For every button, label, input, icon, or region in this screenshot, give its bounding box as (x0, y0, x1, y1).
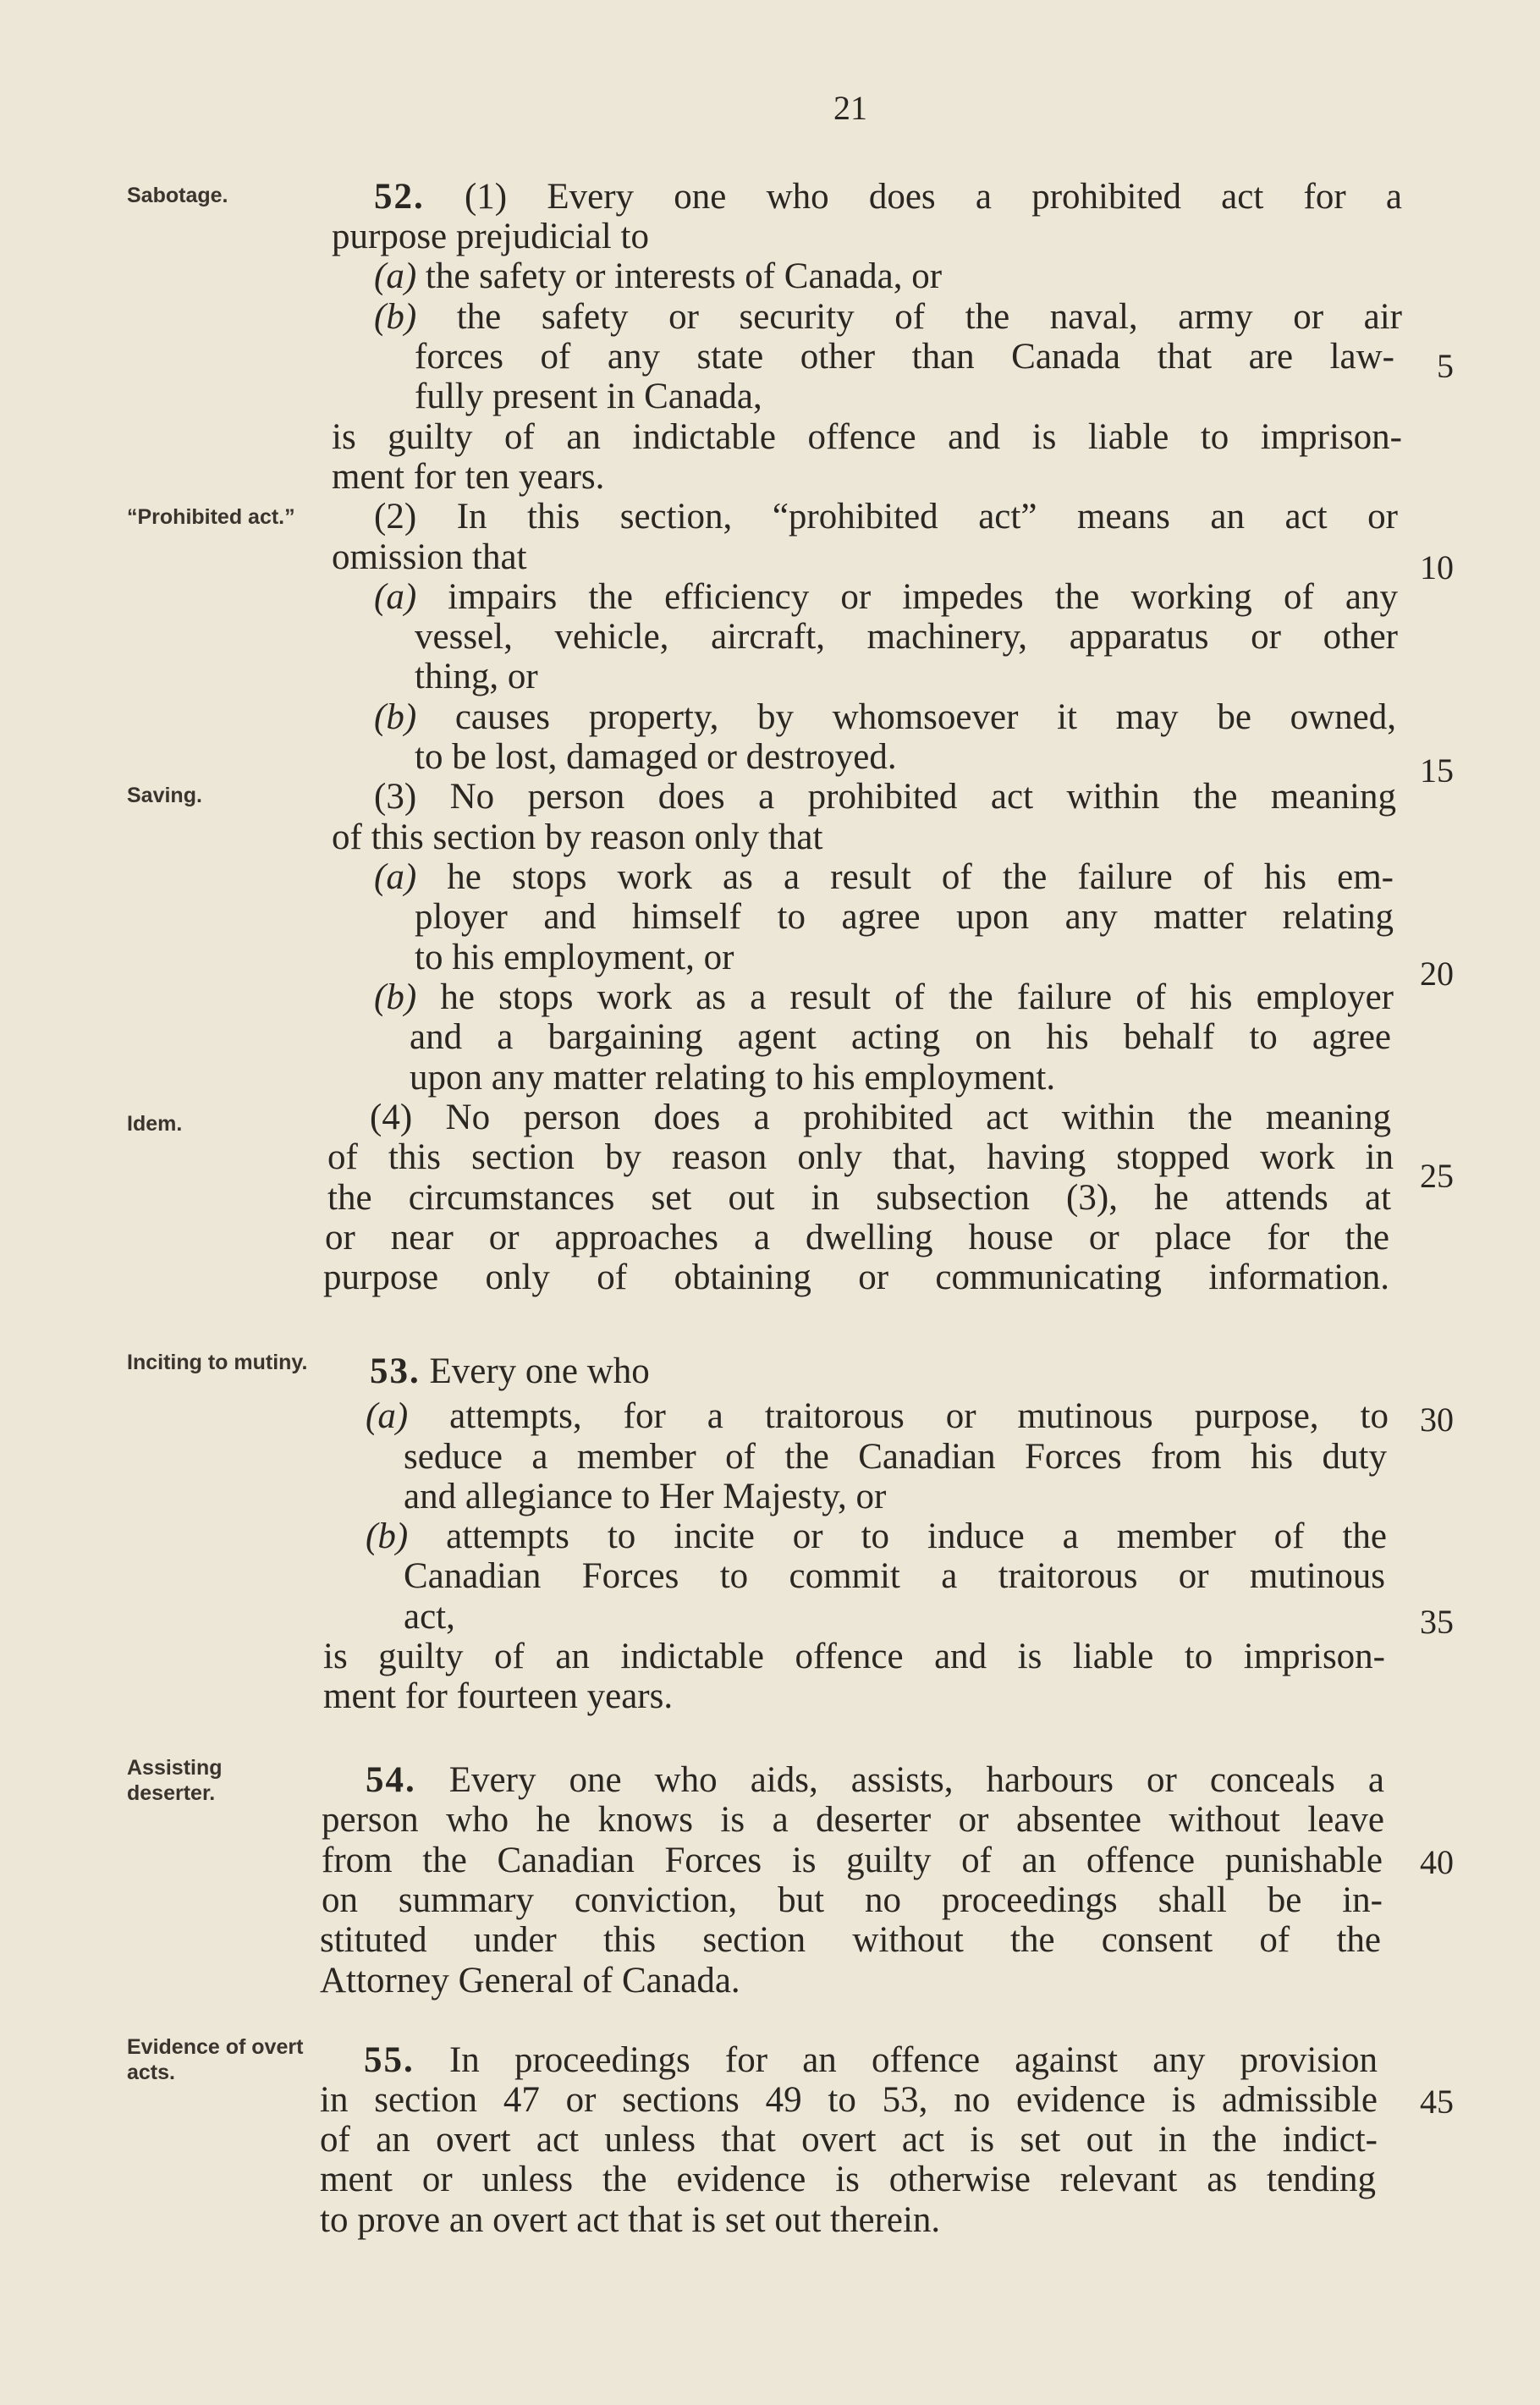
text-line: purpose only of obtaining or communicating information. (323, 1258, 1389, 1297)
line-number: 20 (1420, 955, 1454, 993)
clause-label: (b) (374, 297, 417, 337)
text-line: (3) No person does a prohibited act within the meaning (374, 777, 1396, 817)
text-line: person who he knows is a deserter or absentee without leave (322, 1800, 1384, 1840)
text-line: 53. Every one who (370, 1351, 650, 1391)
text-line: (a) the safety or interests of Canada, or (374, 256, 943, 296)
text-line: or near or approaches a dwelling house or place for the (325, 1218, 1389, 1258)
text-line: on summary conviction, but no proceedings shall be in- (322, 1880, 1383, 1920)
text-line: stituted under this section without the consent of the (320, 1920, 1381, 1960)
text-line: act, (404, 1597, 455, 1637)
margin-note-idem: Idem. (127, 1112, 183, 1136)
line-number: 10 (1420, 548, 1454, 586)
section-number: 53. (370, 1351, 421, 1391)
clause-label: (a) (366, 1396, 409, 1436)
text-line: upon any matter relating to his employment. (410, 1058, 1056, 1098)
line-number: 25 (1420, 1157, 1454, 1195)
text-line: ment for ten years. (332, 457, 605, 497)
text-line: to be lost, damaged or destroyed. (415, 737, 897, 777)
text-line: and a bargaining agent acting on his behalf to agree (410, 1017, 1391, 1057)
text-line: 54. Every one who aids, assists, harbours or conceals a (366, 1760, 1384, 1800)
text-line: (a) attempts, for a traitorous or mutinous purpose, to (366, 1396, 1389, 1436)
text-line: 55. In proceedings for an offence against any provision (364, 2040, 1378, 2080)
page-number: 21 (833, 89, 867, 127)
line-number: 40 (1420, 1843, 1454, 1881)
margin-note-prohibited-act: “Prohibited act.” (127, 505, 295, 529)
text-line: from the Canadian Forces is guilty of an offence punishable (322, 1841, 1383, 1880)
text-line: (a) impairs the efficiency or impedes the working of any (374, 577, 1398, 617)
text-line: to prove an overt act that is set out therein. (320, 2200, 941, 2240)
margin-note-evidence-of-overt-acts: Evidence of overt acts. (127, 2035, 304, 2084)
text-line: of this section by reason only that, having stopped work in (327, 1137, 1394, 1177)
line-number: 35 (1420, 1603, 1454, 1641)
clause-label: (a) (374, 857, 417, 897)
line-number: 30 (1420, 1401, 1454, 1439)
text-line: and allegiance to Her Majesty, or (404, 1477, 887, 1516)
text-line: in section 47 or sections 49 to 53, no evidence is admissible (320, 2080, 1378, 2120)
section-number: 55. (364, 2040, 415, 2080)
clause-label: (a) (374, 577, 417, 617)
text-line: (4) No person does a prohibited act within the meaning (370, 1098, 1391, 1137)
margin-note-inciting-to-mutiny: Inciting to mutiny. (127, 1351, 308, 1374)
clause-label: (a) (374, 256, 417, 296)
clause-label: (b) (374, 977, 417, 1017)
text-line: ment for fourteen years. (323, 1676, 674, 1716)
text-line: is guilty of an indictable offence and is liable to imprison- (323, 1637, 1385, 1676)
margin-note-assisting-deserter: Assisting deserter. (127, 1756, 223, 1805)
text-line: thing, or (415, 657, 538, 696)
line-number: 5 (1437, 347, 1454, 385)
text-line: (b) the safety or security of the naval, army or air (374, 297, 1402, 337)
text-line: ment or unless the evidence is otherwise relevant as tending (320, 2160, 1376, 2199)
text-line: forces of any state other than Canada that are law- (415, 337, 1394, 377)
text-line: of an overt act unless that overt act is set out in the indict- (320, 2120, 1378, 2160)
text-line: the circumstances set out in subsection (3), he attends at (327, 1178, 1391, 1218)
text-line: Attorney General of Canada. (320, 1961, 740, 2000)
text-line: seduce a member of the Canadian Forces from his duty (404, 1437, 1387, 1477)
text-line: 52. (1) Every one who does a prohibited act for a (374, 177, 1402, 217)
text-line: omission that (332, 537, 527, 577)
text-line: purpose prejudicial to (332, 217, 649, 256)
text-line: (2) In this section, “prohibited act” means an act or (374, 497, 1398, 537)
line-number: 45 (1420, 2083, 1454, 2121)
margin-note-sabotage: Sabotage. (127, 184, 228, 207)
text-line: ployer and himself to agree upon any matter relating (415, 897, 1394, 937)
text-line: of this section by reason only that (332, 817, 823, 857)
text-line: (b) attempts to incite or to induce a member of the (366, 1516, 1387, 1556)
section-number: 52. (374, 177, 425, 217)
text-line: fully present in Canada, (415, 377, 762, 416)
text-line: vessel, vehicle, aircraft, machinery, apparatus or other (415, 617, 1398, 657)
text-line: (b) he stops work as a result of the failure of his employer (374, 977, 1394, 1017)
line-number: 15 (1420, 751, 1454, 790)
margin-note-saving: Saving. (127, 784, 202, 807)
text-line: is guilty of an indictable offence and is liable to imprison- (332, 417, 1402, 457)
text-line: Canadian Forces to commit a traitorous or mutinous (404, 1556, 1385, 1596)
clause-label: (b) (374, 697, 417, 737)
text-line: (a) he stops work as a result of the failure of his em- (374, 857, 1394, 897)
text-line: (b) causes property, by whomsoever it may be owned, (374, 697, 1396, 737)
text-line: to his employment, or (415, 938, 734, 977)
clause-label: (b) (366, 1516, 409, 1556)
section-number: 54. (366, 1760, 416, 1800)
